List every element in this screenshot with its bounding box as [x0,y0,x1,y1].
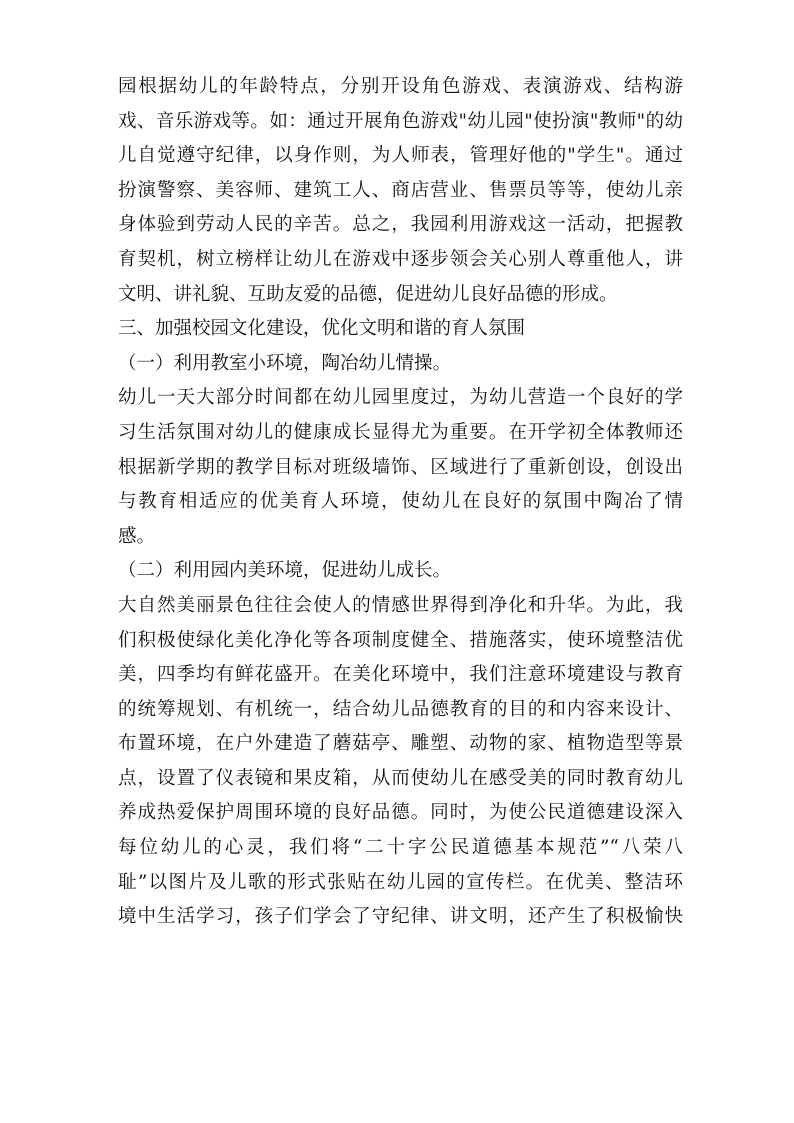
text-line-2: 戏、音乐游戏等。如：通过开展角色游戏"幼儿园"使扮演"教师"的幼 [118,110,683,132]
text-line-22: 养成热爱保护周围环境的良好品德。同时，为使公民道德建设深入 [118,802,683,824]
text-line-21: 点，设置了仪表镜和果皮箱，从而使幼儿在感受美的同时教育幼儿 [118,767,683,789]
subsection-heading-1: （一）利用教室小环境，陶冶幼儿情操。 [118,352,452,374]
text-line-7: 文明、讲礼貌、互助友爱的品德，促进幼儿良好品德的形成。 [118,283,618,305]
text-line-16: 大自然美丽景色往往会使人的情感世界得到净化和升华。为此，我 [118,594,683,616]
text-line-18: 美，四季均有鲜花盛开。在美化环境中，我们注意环境建设与教育 [118,664,683,686]
text-line-23: 每位幼儿的心灵，我们将“二十字公民道德基本规范”“八荣八 [118,837,683,859]
text-line-17: 们积极使绿化美化净化等各项制度健全、措施落实，使环境整洁优 [118,629,683,651]
text-line-11: 习生活氛围对幼儿的健康成长显得尤为重要。在开学初全体教师还 [118,421,683,443]
text-line-5: 身体验到劳动人民的辛苦。总之，我园利用游戏这一活动，把握教 [118,214,683,236]
text-line-13: 与教育相适应的优美育人环境，使幼儿在良好的氛围中陶冶了情 [118,491,683,513]
text-line-3: 儿自觉遵守纪律，以身作则，为人师表，管理好他的"学生"。通过 [118,145,683,167]
text-line-12: 根据新学期的教学目标对班级墙饰、区域进行了重新创设，创设出 [118,456,683,478]
text-line-20: 布置环境，在户外建造了蘑菇亭、雕塑、动物的家、植物造型等景 [118,733,683,755]
text-line-25: 境中生活学习，孩子们学会了守纪律、讲文明，还产生了积极愉快 [118,906,683,928]
text-line-4: 扮演警察、美容师、建筑工人、商店营业、售票员等等，使幼儿亲 [118,179,683,201]
text-line-1: 园根据幼儿的年龄特点，分别开设角色游戏、表演游戏、结构游 [118,76,683,97]
text-line-14: 感。 [118,525,156,547]
document-body [118,70,683,935]
text-line-10: 幼儿一天大部分时间都在幼儿园里度过，为幼儿营造一个良好的学 [118,387,683,409]
subsection-heading-2: （二）利用园内美环境，促进幼儿成长。 [118,560,452,582]
text-line-24: 耻”以图片及儿歌的形式张贴在幼儿园的宣传栏。在优美、整洁环 [118,871,683,893]
text-line-19: 的统筹规划、有机统一，结合幼儿品德教育的目的和内容来设计、 [118,698,683,720]
section-heading-3: 三、加强校园文化建设，优化文明和谐的育人氛围 [118,318,526,340]
text-line-6: 育契机，树立榜样让幼儿在游戏中逐步领会关心别人尊重他人，讲 [118,248,683,270]
